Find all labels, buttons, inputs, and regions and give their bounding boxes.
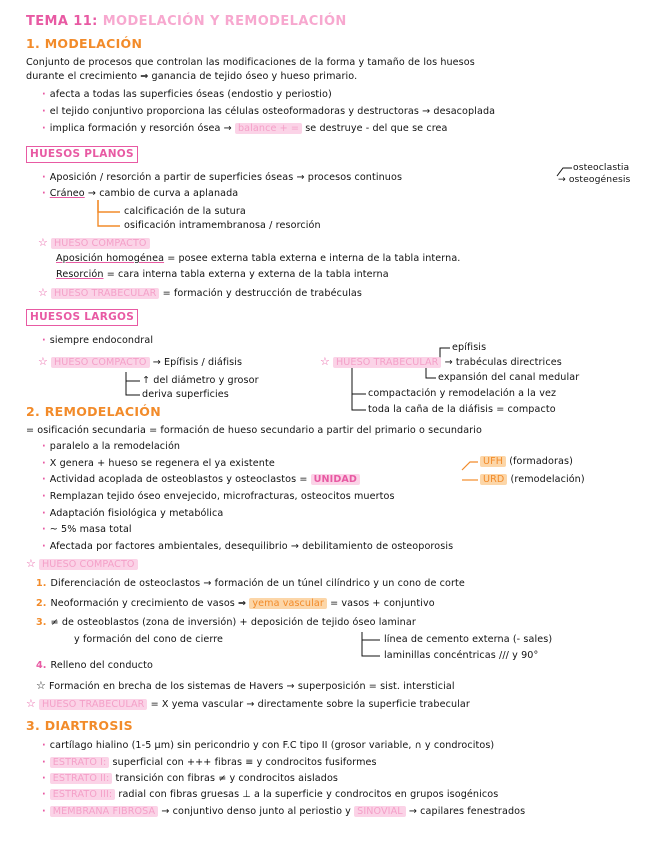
craneo-label: Cráneo	[49, 188, 85, 199]
s3-membrana-line	[42, 806, 525, 818]
star-icon: ☆	[38, 236, 48, 249]
section-heading-diartrosis: 3. DIARTROSIS	[26, 718, 133, 733]
s2-paragraph-1: = osificación secundaria = formación de hueso secundario a partir del primario o secundario	[26, 425, 482, 436]
number-1-label: 1.	[36, 578, 47, 589]
largos-compacto-a: → Epífisis / diáfisis	[152, 357, 243, 368]
bullet-icon: ·	[42, 740, 46, 751]
balance-highlight: balance + =	[235, 123, 302, 134]
planos-trabecular-text: = formación y destrucción de trabéculas	[162, 288, 362, 299]
s2-bullet-1	[42, 441, 180, 453]
s2-bullet-5	[42, 508, 223, 520]
bullet-icon: ·	[42, 188, 46, 199]
number-3-label: 3.	[36, 617, 47, 628]
planos-compacto-label: HUESO COMPACTO	[51, 238, 150, 249]
planos-trabecular-label: HUESO TRABECULAR	[51, 288, 159, 299]
largos-trabecular-line	[320, 356, 562, 369]
s2-bullet-6-text: ~ 5% masa total	[49, 524, 132, 535]
s1-p2-b: ganancia de tejido óseo y hueso primario.	[151, 71, 358, 82]
s2-numbered-4	[36, 660, 153, 672]
ufh-line	[480, 456, 573, 468]
number-4-label: 4.	[36, 660, 47, 671]
section-heading-modelacion: 1. MODELACIÓN	[26, 36, 143, 51]
membrana-fibrosa-text: → conjuntivo denso junto al periostio y	[161, 806, 351, 817]
bullet-icon: ·	[42, 541, 46, 552]
osteoclastia-label: osteoclastia	[573, 162, 630, 173]
star-icon: ☆	[38, 355, 48, 368]
section-heading-remodelacion: 2. REMODELACIÓN	[26, 404, 161, 419]
planos-line-1-text: Aposición / resorción a partir de superficies óseas → procesos continuos	[49, 172, 403, 183]
s2-trabecular-text: = X yema vascular → directamente sobre la superficie trabecular	[150, 699, 470, 710]
s1-bullet-2	[42, 106, 495, 118]
largos-trabecular-b: expansión del canal medular	[438, 372, 580, 383]
s1-paragraph-1: Conjunto de procesos que controlan las modificaciones de la forma y tamaño de los huesos	[26, 57, 475, 68]
estrato-2-label: ESTRATO II:	[50, 773, 113, 784]
laminillas-line: laminillas concéntricas /// y 90°	[384, 650, 539, 661]
s1-bullet-3	[42, 123, 448, 135]
urd-label: URD	[480, 474, 507, 485]
bullet-icon: ·	[42, 441, 46, 452]
ufh-label: UFH	[480, 456, 506, 467]
s2-bullet-2-text: X genera + hueso se regenera el ya existente	[49, 458, 275, 469]
s2-n2-a: Neoformación y crecimiento de vasos	[50, 598, 235, 609]
bullet-icon: ·	[42, 789, 46, 800]
s2-compacto-heading	[26, 558, 138, 571]
box-huesos-largos: HUESOS LARGOS	[26, 309, 138, 326]
double-arrow-icon: ⇒	[140, 71, 149, 82]
title-prefix: TEMA 11:	[26, 14, 98, 29]
s2-star-text: Formación en brecha de los sistemas de Havers → superposición = sist. intersticial	[48, 681, 455, 692]
double-arrow-icon: ⇒	[238, 598, 247, 609]
planos-trabecular-line	[38, 287, 362, 300]
s2-bullet-3	[42, 474, 360, 486]
yema-vascular-highlight: yema vascular	[249, 598, 327, 609]
resorcion-text: = cara interna tabla externa y externa de la tabla interna	[106, 269, 389, 280]
sinovial-text: → capilares fenestrados	[408, 806, 526, 817]
s1-bullet-3-b: se destruye - del que se crea	[305, 123, 448, 134]
unidad-label: UNIDAD	[311, 474, 360, 485]
planos-line-2: · Cráneo → cambio de curva a aplanada	[42, 188, 239, 199]
estrato-1-text: superficial con +++ fibras ≡ y condrocitos fusiformes	[112, 757, 377, 768]
s2-bullet-5-text: Adaptación fisiológica y metabólica	[49, 508, 224, 519]
s2-n2-b: = vasos + conjuntivo	[330, 598, 435, 609]
resorcion-label: Resorción	[56, 269, 104, 280]
craneo-text: cambio de curva a aplanada	[99, 188, 239, 199]
bullet-icon: ·	[42, 508, 46, 519]
largos-trabecular-c: compactación y remodelación a la vez	[368, 388, 557, 399]
s2-bullet-1-text: paralelo a la remodelación	[49, 441, 181, 452]
s2-bullet-4-text: Remplazan tejido óseo envejecido, microfracturas, osteocitos muertos	[49, 491, 395, 502]
s2-bullet-4	[42, 491, 395, 503]
estrato-3-label: ESTRATO III:	[50, 789, 116, 800]
s2-compacto-label: HUESO COMPACTO	[39, 559, 138, 570]
s2-star-line	[36, 680, 455, 693]
s2-numbered-1-text: Diferenciación de osteoclastos → formación de un túnel cilíndrico y un cono de corte	[50, 578, 465, 589]
s1-bullet-1	[42, 89, 332, 101]
largos-trabecular-label: HUESO TRABECULAR	[333, 357, 441, 368]
largos-line-1	[42, 335, 153, 347]
epifisis-label: epífisis	[452, 342, 487, 353]
s2-bullet-3-a: Actividad acoplada de osteoblastos y osteoclastos =	[49, 474, 308, 485]
bullet-icon: ·	[42, 172, 46, 183]
estrato-2-text: transición con fibras ≠ y condrocitos aislados	[115, 773, 339, 784]
s3-estrato-1	[42, 757, 377, 769]
number-2-label: 2.	[36, 598, 47, 609]
bullet-icon: ·	[42, 757, 46, 768]
largos-compacto-b: ↑ del diámetro y grosor	[142, 375, 259, 386]
s1-p2-a: durante el crecimiento	[26, 71, 138, 82]
largos-compacto-label: HUESO COMPACTO	[51, 357, 150, 368]
largos-trabecular-a: → trabéculas directrices	[444, 357, 562, 368]
s2-trabecular-label: HUESO TRABECULAR	[39, 699, 147, 710]
aposicion-text: = posee externa tabla externa e interna de la tabla interna.	[167, 253, 461, 264]
planos-line-4: osificación intramembranosa / resorción	[124, 220, 321, 231]
bullet-icon: ·	[42, 491, 46, 502]
largos-line-1-text: siempre endocondral	[49, 335, 154, 346]
star-icon: ☆	[320, 355, 330, 368]
bullet-icon: ·	[42, 106, 46, 117]
bullet-icon: ·	[42, 458, 46, 469]
largos-trabecular-d: toda la caña de la diáfisis = compacto	[368, 404, 556, 415]
osteogenesis-text: osteogénesis	[568, 174, 631, 185]
s1-bullet-3-a: implica formación y resorción ósea →	[49, 123, 232, 134]
osteogenesis-label: → osteogénesis	[558, 174, 631, 185]
bullet-icon: ·	[42, 474, 46, 485]
bullet-icon: ·	[42, 335, 46, 346]
planos-line-3: calcificación de la sutura	[124, 206, 246, 217]
s2-trabecular-line	[26, 698, 470, 711]
s2-bullet-7-text: Afectada por factores ambientales, desequilibrio → debilitamiento de osteoporosis	[49, 541, 454, 552]
s2-bullet-6	[42, 524, 132, 536]
planos-compacto-line-1	[56, 253, 460, 265]
s2-numbered-3	[36, 617, 416, 629]
s3-estrato-2	[42, 773, 338, 785]
s3-estrato-3	[42, 789, 498, 801]
star-icon: ☆	[26, 697, 36, 710]
s2-numbered-4-text: Relleno del conducto	[50, 660, 153, 671]
urd-text: (remodelación)	[510, 474, 585, 485]
s1-bullet-1-text: afecta a todas las superficies óseas (endostio y periostio)	[49, 89, 332, 100]
sinovial-label: SINOVIAL	[354, 806, 406, 817]
s3-bullet-1-text: cartílago hialino (1-5 μm) sin pericondrio y con F.C tipo II (grosor variable, ∩ y condrocitos)	[49, 740, 495, 751]
largos-compacto-line	[38, 356, 242, 369]
cemento-line: línea de cemento externa (- sales)	[384, 634, 553, 645]
s2-numbered-2	[36, 598, 435, 610]
page-title	[26, 14, 347, 29]
estrato-1-label: ESTRATO I:	[50, 757, 110, 768]
star-icon: ☆	[36, 679, 46, 692]
s2-bullet-7	[42, 541, 453, 553]
bullet-icon: ·	[42, 806, 46, 817]
planos-compacto-heading	[38, 237, 150, 250]
box-huesos-planos: HUESOS PLANOS	[26, 146, 138, 163]
bullet-icon: ·	[42, 524, 46, 535]
s1-paragraph-2	[26, 71, 357, 83]
planos-line-1	[42, 172, 402, 184]
bullet-icon: ·	[42, 773, 46, 784]
membrana-fibrosa-label: MEMBRANA FIBROSA	[50, 806, 158, 817]
title-text: MODELACIÓN Y REMODELACIÓN	[102, 14, 347, 29]
bullet-icon: ·	[42, 123, 46, 134]
s2-numbered-1	[36, 578, 465, 590]
aposicion-label: Aposición homogénea	[56, 253, 165, 264]
bullet-icon: ·	[42, 89, 46, 100]
s2-numbered-3-b: y formación del cono de cierre	[74, 634, 224, 645]
star-icon: ☆	[26, 557, 36, 570]
s3-bullet-1	[42, 740, 494, 752]
urd-line	[480, 474, 585, 486]
s2-bullet-2	[42, 458, 275, 470]
estrato-3-text: radial con fibras gruesas ⊥ a la superficie y condrocitos en grupos isogénicos	[118, 789, 499, 800]
star-icon: ☆	[38, 286, 48, 299]
largos-compacto-c: deriva superficies	[142, 389, 229, 400]
ufh-text: (formadoras)	[509, 456, 573, 467]
s2-n3-a: ≠ de osteoblastos (zona de inversión) + deposición de tejido óseo laminar	[50, 617, 416, 628]
s1-bullet-2-text: el tejido conjuntivo proporciona las células osteoformadoras y destructoras → desacoplada	[49, 106, 496, 117]
planos-compacto-line-2	[56, 269, 389, 281]
